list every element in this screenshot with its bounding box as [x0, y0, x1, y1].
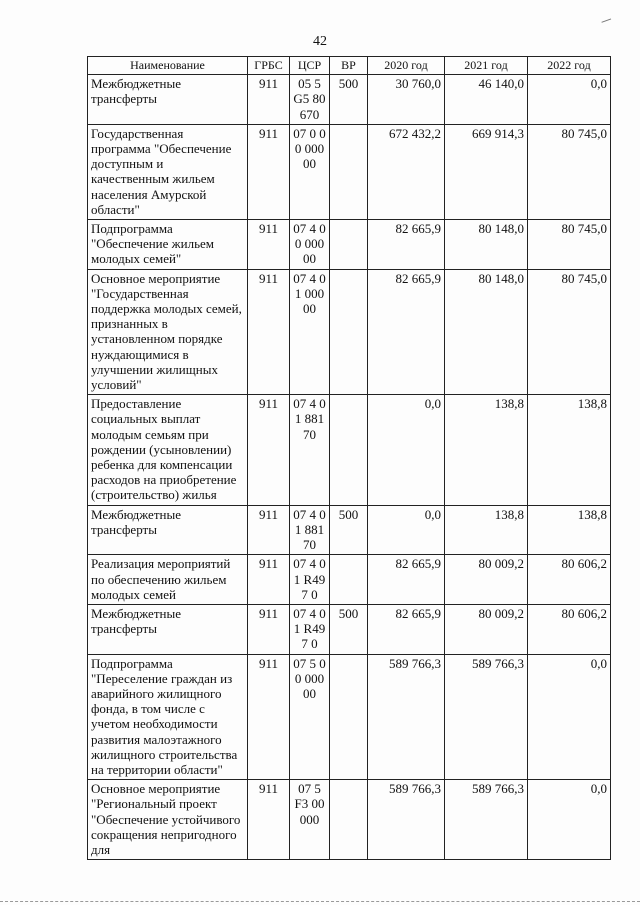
table-row: [88, 505, 611, 555]
table-body: [88, 75, 611, 860]
table-row: [88, 269, 611, 395]
cell-2022: 80 745,0: [528, 220, 611, 270]
cell-2020: 589 766,3: [368, 654, 445, 780]
table-row: [88, 555, 611, 605]
cell-csr: 05 5 G5 80670: [290, 75, 330, 125]
cell-vr: [330, 395, 368, 505]
cell-vr: [330, 555, 368, 605]
cell-2022: 0,0: [528, 75, 611, 125]
cell-vr: [330, 780, 368, 860]
cell-name: Основное мероприятие "Региональный проект "Обеспечение устойчивого сокращения непригодного для: [88, 780, 248, 860]
cell-name: Межбюджетные трансферты: [88, 505, 248, 555]
cell-csr: 07 4 01 R497 0: [290, 604, 330, 654]
cell-2022: 80 745,0: [528, 269, 611, 395]
table-row: [88, 395, 611, 505]
cell-2021: 80 009,2: [445, 555, 528, 605]
cell-2021: 138,8: [445, 505, 528, 555]
cell-csr: 07 4 00 00000: [290, 220, 330, 270]
cell-2020: 589 766,3: [368, 780, 445, 860]
cell-grbs: 911: [248, 220, 290, 270]
cell-2022: 80 606,2: [528, 555, 611, 605]
cell-name: Подпрограмма "Обеспечение жильем молодых семей": [88, 220, 248, 270]
cell-name: Основное мероприятие "Государственная поддержка молодых семей, признанных в установленном порядке нуждающимися в улучшении жилищных условий": [88, 269, 248, 395]
cell-grbs: 911: [248, 555, 290, 605]
cell-name: Межбюджетные трансферты: [88, 75, 248, 125]
cell-2022: 138,8: [528, 395, 611, 505]
cell-2021: 80 148,0: [445, 220, 528, 270]
header-csr: ЦСР: [290, 57, 330, 75]
cell-2020: 82 665,9: [368, 220, 445, 270]
cell-2021: 80 009,2: [445, 604, 528, 654]
cell-csr: 07 0 00 00000: [290, 124, 330, 219]
cell-2022: 0,0: [528, 654, 611, 780]
table-row: [88, 654, 611, 780]
cell-2021: 80 148,0: [445, 269, 528, 395]
cell-vr: [330, 220, 368, 270]
scan-edge: [0, 901, 640, 904]
header-name: Наименование: [88, 57, 248, 75]
cell-grbs: 911: [248, 124, 290, 219]
budget-table: [87, 56, 611, 860]
cell-2021: 46 140,0: [445, 75, 528, 125]
cell-2020: 0,0: [368, 395, 445, 505]
cell-2022: 138,8: [528, 505, 611, 555]
table-row: [88, 780, 611, 860]
cell-csr: 07 4 01 88170: [290, 395, 330, 505]
header-grbs: ГРБС: [248, 57, 290, 75]
cell-2020: 672 432,2: [368, 124, 445, 219]
cell-csr: 07 5 F3 00000: [290, 780, 330, 860]
table-row: [88, 220, 611, 270]
cell-grbs: 911: [248, 505, 290, 555]
cell-2020: 82 665,9: [368, 555, 445, 605]
cell-2020: 30 760,0: [368, 75, 445, 125]
cell-name: Предоставление социальных выплат молодым семьям при рождении (усыновлении) ребенка для компенсации расходов на приобретение (строительство) жилья: [88, 395, 248, 505]
cell-csr: 07 4 01 R497 0: [290, 555, 330, 605]
cell-csr: 07 4 01 00000: [290, 269, 330, 395]
cell-vr: 500: [330, 505, 368, 555]
cell-name: Межбюджетные трансферты: [88, 604, 248, 654]
scan-artifact: [601, 18, 612, 26]
table-row: [88, 124, 611, 219]
cell-2020: 82 665,9: [368, 269, 445, 395]
cell-grbs: 911: [248, 780, 290, 860]
page-number: 42: [313, 34, 327, 49]
table-header-row: [88, 57, 611, 75]
cell-csr: 07 4 01 88170: [290, 505, 330, 555]
cell-2021: 589 766,3: [445, 780, 528, 860]
cell-vr: 500: [330, 75, 368, 125]
cell-2022: 80 745,0: [528, 124, 611, 219]
cell-grbs: 911: [248, 269, 290, 395]
header-2020: 2020 год: [368, 57, 445, 75]
cell-name: Реализация мероприятий по обеспечению жильем молодых семей: [88, 555, 248, 605]
cell-grbs: 911: [248, 75, 290, 125]
cell-2020: 0,0: [368, 505, 445, 555]
cell-grbs: 911: [248, 395, 290, 505]
header-2021: 2021 год: [445, 57, 528, 75]
cell-vr: [330, 124, 368, 219]
cell-2021: 669 914,3: [445, 124, 528, 219]
cell-2021: 589 766,3: [445, 654, 528, 780]
cell-2021: 138,8: [445, 395, 528, 505]
table-row: [88, 75, 611, 125]
cell-vr: 500: [330, 604, 368, 654]
cell-csr: 07 5 00 00000: [290, 654, 330, 780]
cell-vr: [330, 654, 368, 780]
header-vr: ВР: [330, 57, 368, 75]
cell-2022: 0,0: [528, 780, 611, 860]
cell-2020: 82 665,9: [368, 604, 445, 654]
cell-grbs: 911: [248, 604, 290, 654]
cell-vr: [330, 269, 368, 395]
cell-grbs: 911: [248, 654, 290, 780]
cell-2022: 80 606,2: [528, 604, 611, 654]
table-row: [88, 604, 611, 654]
cell-name: Государственная программа "Обеспечение доступным и качественным жильем населения Амурской области": [88, 124, 248, 219]
header-2022: 2022 год: [528, 57, 611, 75]
cell-name: Подпрограмма "Переселение граждан из аварийного жилищного фонда, в том числе с учетом необходимости развития малоэтажного жилищного строительства на территории области": [88, 654, 248, 780]
